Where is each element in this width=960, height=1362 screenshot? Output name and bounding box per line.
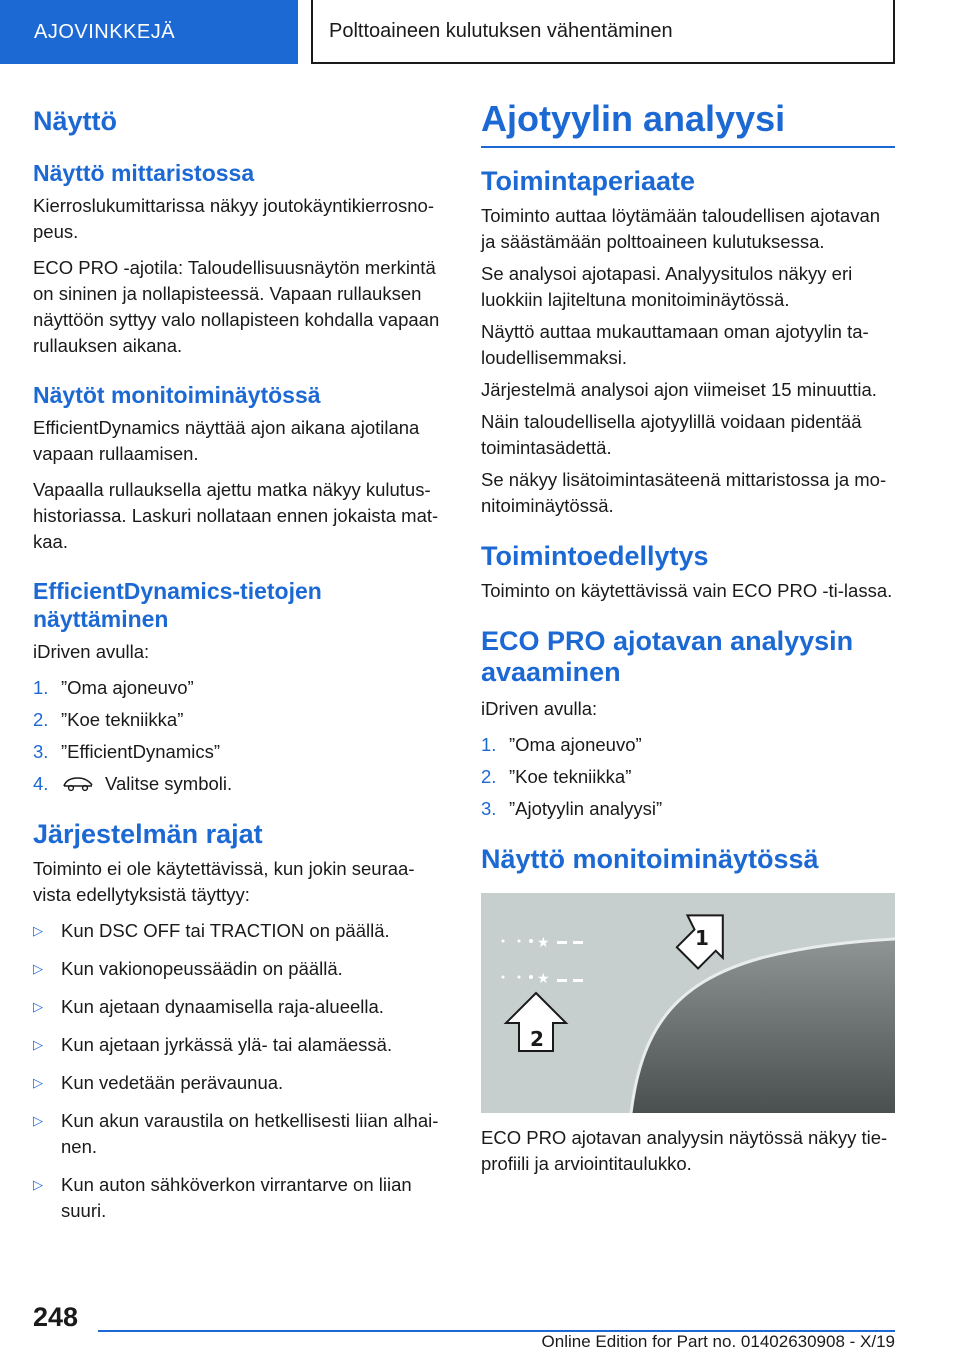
chapter-title: Polttoaineen kulutuksen vähentäminen [311,0,895,64]
bullet-text: Kun auton sähköverkon virrantarve on liian suuri. [61,1174,412,1221]
steps-list [33,675,447,797]
heading-requirement: Toimintoedellytys [481,541,709,571]
step-text: ”Oma ajoneuvo” [61,677,194,698]
list-item [33,1108,447,1160]
list-item [33,1070,447,1096]
paragraph: EfficientDynamics näyttää ajon aikana ajotilana vapaan rullaamisen. [33,417,420,464]
step-number: 1. [33,677,49,698]
step-text: ”Koe tekniikka” [61,709,184,730]
bullet-triangle-icon: ▷ [33,1075,43,1090]
efficientdynamics-car-icon [61,774,95,794]
paragraph: Se analysoi ajotapasi. Analyysitulos näkyy eri luokkiin lajiteltuna monitoiminäytössä. [481,263,853,310]
list-item [33,675,447,701]
figure-caption: ECO PRO ajotavan analyysin näytössä näkyy tie-profiili ja arviointitaulukko. [481,1127,888,1174]
paragraph: iDriven avulla: [481,698,598,719]
paragraph: Toiminto auttaa löytämään taloudellisen ajotavan ja säästämään polttoaineen kulutuksessa. [481,205,881,252]
bullet-text: Kun ajetaan jyrkässä ylä- tai alamäessä. [61,1034,393,1055]
list-item [481,764,895,790]
callout-1-label: 1 [695,926,709,950]
limits-list [33,918,447,1224]
paragraph: ECO PRO -ajotila: Taloudellisuusnäytön merkintä on sininen ja nollapisteessä. Vapaan rullauksen näyttöön syttyy valo nollapisteen kohdalla vapaan rullauksen aikana. [33,257,440,356]
step-number: 3. [33,741,49,762]
paragraph: Toiminto ei ole käytettävissä, kun jokin seuraa-vista edellytyksistä täyttyy: [33,858,415,905]
heading-cluster: Näyttö mittaristossa [33,160,255,186]
heading-limits: Järjestelmän rajat [33,819,263,849]
step-text: ”Koe tekniikka” [509,766,632,787]
bullet-text: Kun DSC OFF tai TRACTION on päällä. [61,920,390,941]
paragraph: Se näkyy lisätoimintasäteenä mittaristossa ja mo-nitoiminäytössä. [481,469,887,516]
step-number: 3. [481,798,497,819]
step-number: 4. [33,773,49,794]
bullet-text: Kun vakionopeussäädin on päällä. [61,958,343,979]
svg-text:★: ★ [537,971,550,987]
list-item [33,739,447,765]
step-text: ”Ajotyylin analyysi” [509,798,663,819]
bullet-text: Kun akun varaustila on hetkellisesti liian alhai-nen. [61,1110,439,1157]
bullet-text: Kun ajetaan dynaamisella raja-alueella. [61,996,384,1017]
heading-display: Näyttö [33,106,118,136]
list-item [33,994,447,1020]
steps-list [481,732,895,822]
bullet-triangle-icon: ▷ [33,1177,43,1192]
list-item [33,956,447,982]
list-item [33,1172,447,1224]
list-item [33,771,447,797]
paragraph: Järjestelmä analysoi ajon viimeiset 15 minuuttia. [481,379,877,400]
driving-analysis-figure [481,893,895,1113]
step-text: Valitse symboli. [105,773,233,794]
section-tab: AJOVINKKEJÄ [0,0,298,64]
heading-efficientdynamics: EfficientDynamics-tietojen näyttäminen [33,578,322,632]
bullet-triangle-icon: ▷ [33,1113,43,1128]
bullet-triangle-icon: ▷ [33,923,43,938]
step-text: ”Oma ajoneuvo” [509,734,642,755]
paragraph: Näyttö auttaa mukauttamaan oman ajotyylin ta-loudellisemmaksi. [481,321,869,368]
paragraph: Näin taloudellisella ajotyylillä voidaan pidentää toimintasädettä. [481,411,862,458]
list-item [33,918,447,944]
heading-principle: Toimintaperiaate [481,166,696,196]
bullet-triangle-icon: ▷ [33,1037,43,1052]
driving-analysis-illustration [481,893,895,1113]
paragraph: Toiminto on käytettävissä vain ECO PRO -ti-lassa. [481,580,893,601]
list-item [33,1032,447,1058]
heading-open-analysis: ECO PRO ajotavan analyysin avaaminen [481,626,854,687]
step-number: 1. [481,734,497,755]
list-item [481,796,895,822]
list-item [481,732,895,758]
step-number: 2. [33,709,49,730]
step-number: 2. [481,766,497,787]
page-number: 248 [33,1302,79,1332]
step-text: ”EfficientDynamics” [61,741,221,762]
heading-monitor: Näytöt monitoiminäytössä [33,382,321,408]
list-item [33,707,447,733]
bullet-triangle-icon: ▷ [33,961,43,976]
edition-note: Online Edition for Part no. 01402630908 - X/19 [541,1332,895,1351]
paragraph: Kierroslukumittarissa näkyy joutokäyntikierrosno-peus. [33,195,434,242]
svg-text:★: ★ [537,935,550,951]
paragraph: iDriven avulla: [33,641,150,662]
bullet-triangle-icon: ▷ [33,999,43,1014]
callout-2-label: 2 [530,1027,544,1051]
heading-monitor-display: Näyttö monitoiminäytössä [481,844,819,874]
paragraph: Vapaalla rullauksella ajettu matka näkyy kulutus-historiassa. Laskuri nollataan ennen jokaista mat-kaa. [33,479,439,552]
left-column [33,96,447,1224]
heading-rule [481,96,895,148]
bullet-text: Kun vedetään perävaunua. [61,1072,284,1093]
heading-analysis: Ajotyylin analyysi [481,98,786,139]
right-column [481,96,895,1177]
